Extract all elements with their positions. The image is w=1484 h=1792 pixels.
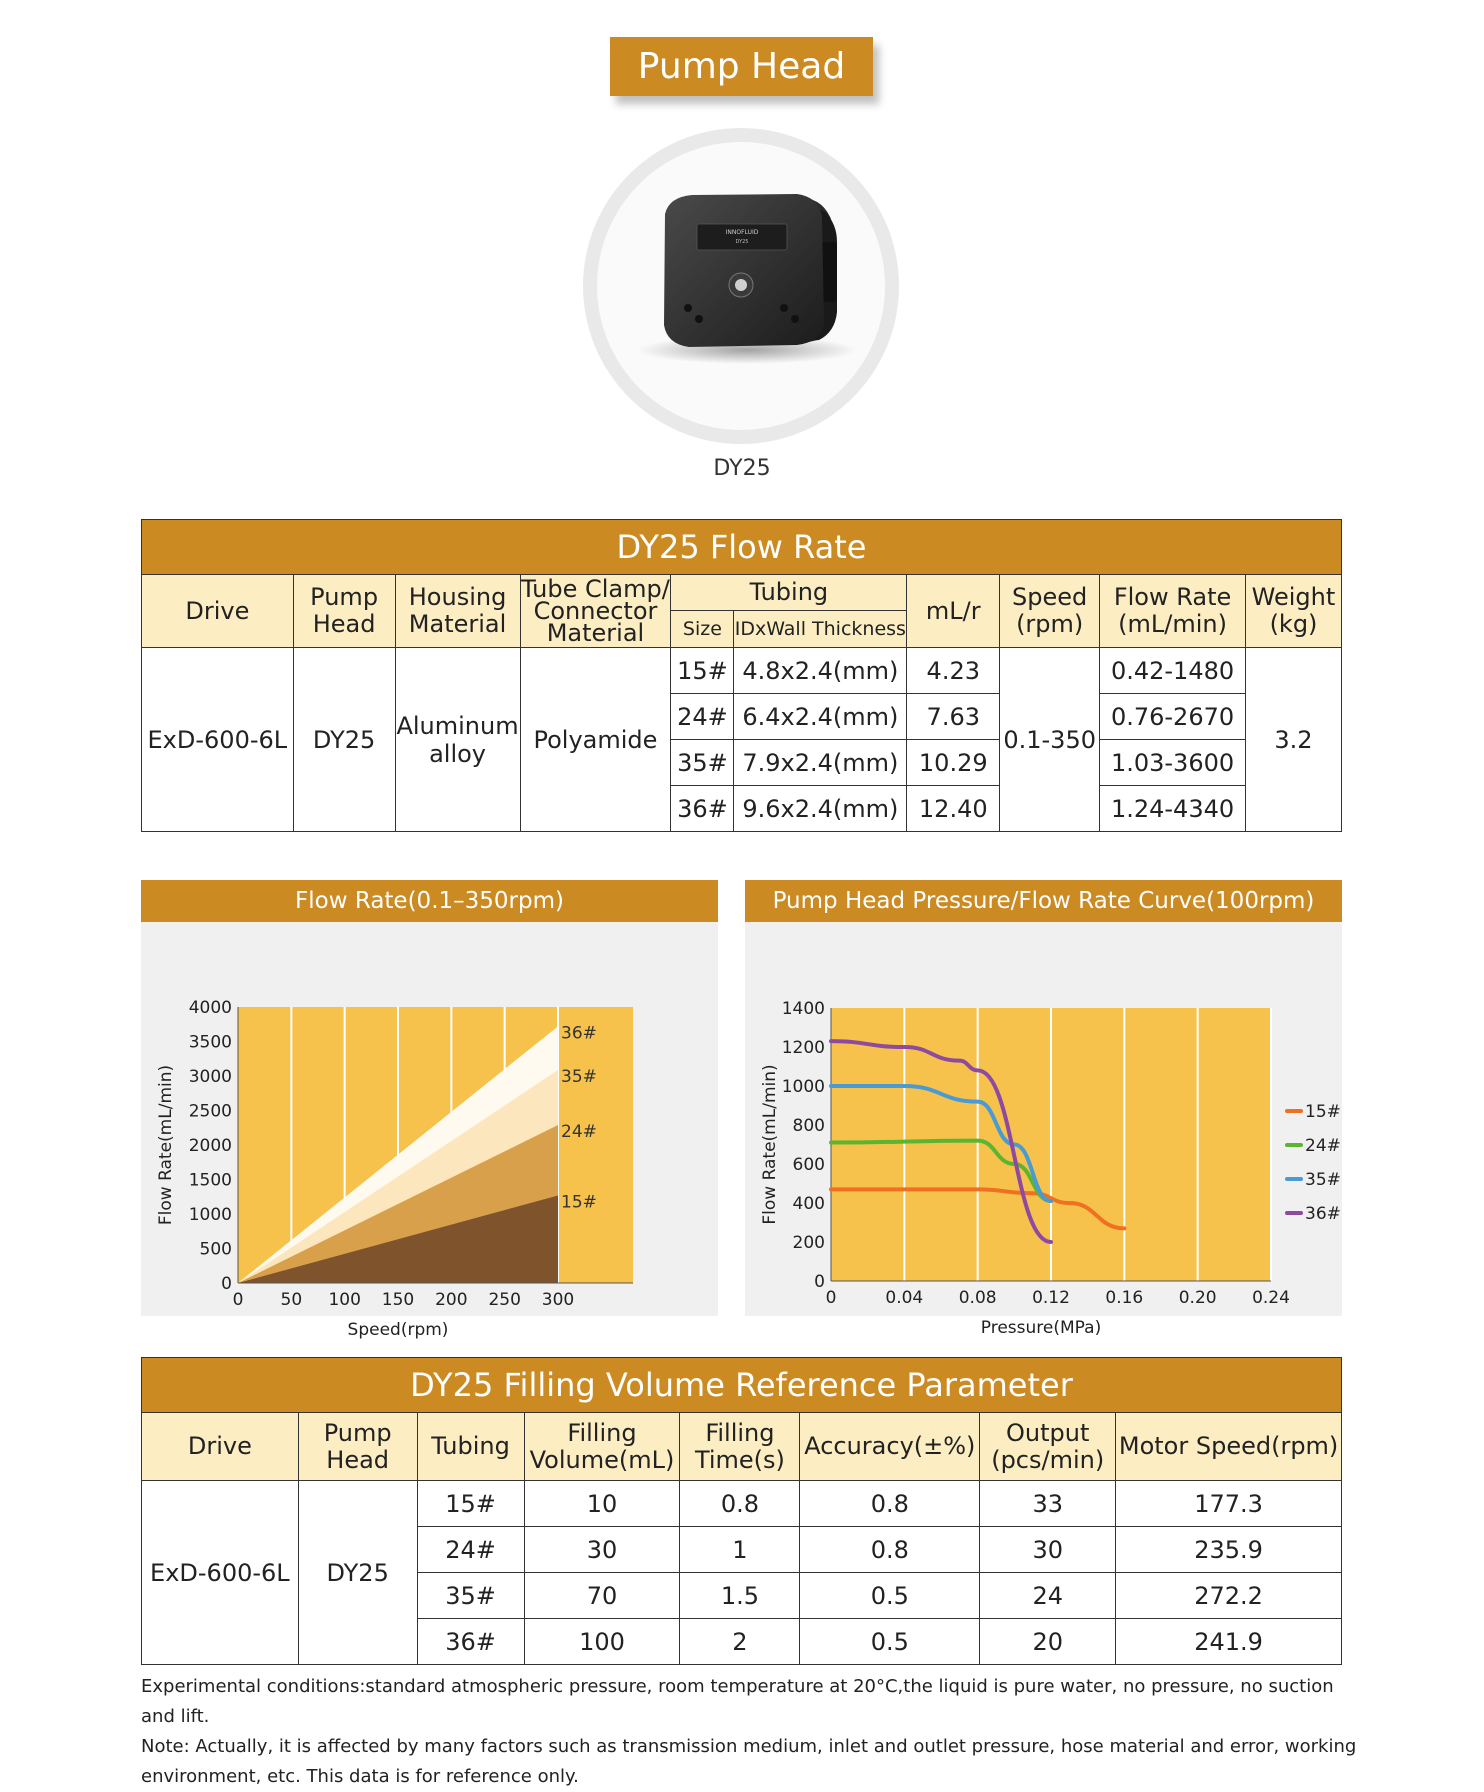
y-tick-label: 600 (792, 1155, 825, 1175)
x-tick-label: 150 (381, 1290, 415, 1310)
product-caption: DY25 (713, 456, 771, 481)
header-accuracy: Accuracy(±%) (800, 1413, 980, 1481)
header-idwall: IDxWall Thickness (734, 611, 907, 648)
flow-mlr: 10.29 (907, 740, 1000, 786)
flow-housing: Aluminum alloy (395, 648, 520, 832)
legend-label: 24# (1305, 1136, 1341, 1156)
legend-label: 15# (1305, 1102, 1341, 1122)
y-tick-label: 0 (221, 1274, 232, 1294)
flow-idwall: 7.9x2.4(mm) (734, 740, 907, 786)
flow-rate-chart (141, 922, 718, 1340)
fill-accuracy: 0.5 (800, 1619, 980, 1665)
series-label: 15# (561, 1192, 597, 1213)
y-tick-label: 1000 (781, 1077, 825, 1097)
x-tick-label: 0.24 (1252, 1288, 1290, 1308)
page-title: Pump Head (637, 46, 846, 87)
y-tick-label: 1200 (781, 1038, 825, 1058)
header-weight: Weight (kg) (1245, 575, 1341, 648)
series-label: 36# (561, 1023, 597, 1044)
y-tick-label: 1400 (781, 999, 825, 1019)
fill-output: 30 (980, 1527, 1116, 1573)
series-label: 35# (561, 1066, 597, 1087)
fill-pump-head: DY25 (298, 1481, 417, 1665)
x-tick-label: 250 (488, 1290, 521, 1310)
flow-size: 24# (671, 694, 734, 740)
fill-motor: 241.9 (1116, 1619, 1342, 1665)
header-fill-volume: Filling Volume(mL) (524, 1413, 680, 1481)
header-motor-speed: Motor Speed(rpm) (1116, 1413, 1342, 1481)
fill-time: 1.5 (680, 1573, 800, 1619)
y-tick-label: 2000 (188, 1136, 232, 1156)
header-housing: Housing Material (395, 575, 520, 648)
footnote-disclaimer-1: Note: Actually, it is affected by many factors such as transmission medium, inlet and outlet pressure, hose material and error, working (141, 1736, 1357, 1757)
x-tick-label: 100 (328, 1290, 361, 1310)
fill-volume: 10 (524, 1481, 680, 1527)
flow-size: 15# (671, 648, 734, 694)
y-tick-label: 200 (792, 1233, 825, 1253)
y-tick-label: 1500 (188, 1170, 232, 1191)
x-tick-label: 0.16 (1105, 1288, 1144, 1308)
fill-tubing: 36# (417, 1619, 524, 1665)
y-tick-label: 4000 (188, 998, 232, 1018)
y-tick-label: 800 (792, 1116, 825, 1136)
fill-accuracy: 0.5 (800, 1573, 980, 1619)
footnote-conditions: Experimental conditions:standard atmospheric pressure, room temperature at 20°C,the liquid is pure water, no pressure, no suction and lift. (141, 1676, 1334, 1727)
x-tick-label: 0.04 (885, 1288, 924, 1308)
fill-time: 0.8 (680, 1481, 800, 1527)
pump-head-illustration (597, 142, 885, 430)
flow-table-title: DY25 Flow Rate (142, 520, 1342, 575)
pressure-curve-chart-title: Pump Head Pressure/Flow Rate Curve(100rpm) (745, 880, 1342, 922)
flow-mlr: 4.23 (907, 648, 1000, 694)
y-axis-label: Flow Rate(mL/min) (156, 1064, 176, 1226)
fill-volume: 70 (524, 1573, 680, 1619)
flow-idwall: 6.4x2.4(mm) (734, 694, 907, 740)
fill-motor: 177.3 (1116, 1481, 1342, 1527)
fill-accuracy: 0.8 (800, 1481, 980, 1527)
flow-rate-table (141, 519, 1342, 832)
fill-table-title: DY25 Filling Volume Reference Parameter (142, 1358, 1342, 1413)
fill-volume: 30 (524, 1527, 680, 1573)
header-drive: Drive (142, 1413, 299, 1481)
y-tick-label: 3000 (188, 1067, 232, 1087)
fill-motor: 272.2 (1116, 1573, 1342, 1619)
header-drive: Drive (142, 575, 294, 648)
flow-mlr: 7.63 (907, 694, 1000, 740)
fill-volume: 100 (524, 1619, 680, 1665)
flow-idwall: 9.6x2.4(mm) (734, 786, 907, 832)
x-tick-label: 0.08 (958, 1288, 997, 1308)
flow-mlr: 12.40 (907, 786, 1000, 832)
flow-clamp: Polyamide (520, 648, 671, 832)
x-tick-label: 0 (825, 1288, 837, 1308)
fill-output: 24 (980, 1573, 1116, 1619)
fill-accuracy: 0.8 (800, 1527, 980, 1573)
flow-size: 36# (671, 786, 734, 832)
header-clamp: Tube Clamp/ Connector Material (521, 575, 670, 647)
header-pump-head: Pump Head (293, 575, 395, 648)
page-title-badge (610, 37, 873, 96)
header-size: Size (671, 611, 734, 648)
fill-tubing: 15# (417, 1481, 524, 1527)
x-axis-label: Pressure(MPa) (980, 1318, 1102, 1338)
fill-drive: ExD-600-6L (142, 1481, 299, 1665)
x-tick-label: 200 (435, 1290, 468, 1310)
pressure-curve-chart-panel (745, 880, 1342, 1338)
y-tick-label: 2500 (188, 1101, 232, 1122)
header-speed: Speed (rpm) (1000, 575, 1100, 648)
legend-label: 35# (1305, 1170, 1341, 1190)
x-tick-label: 0.12 (1032, 1288, 1070, 1308)
x-tick-label: 0.20 (1178, 1288, 1217, 1308)
x-tick-label: 0 (232, 1290, 244, 1310)
x-tick-label: 300 (541, 1290, 575, 1310)
y-tick-label: 400 (792, 1194, 825, 1214)
y-tick-label: 500 (199, 1239, 232, 1260)
header-tubing: Tubing (671, 575, 907, 611)
footnote-disclaimer-2: environment, etc. This data is for reference only. (141, 1766, 579, 1787)
flow-rate: 1.24-4340 (1100, 786, 1246, 832)
legend-label: 36# (1305, 1204, 1341, 1224)
y-tick-label: 0 (814, 1272, 825, 1292)
fill-tubing: 35# (417, 1573, 524, 1619)
flow-drive: ExD-600-6L (142, 648, 294, 832)
flow-weight: 3.2 (1245, 648, 1341, 832)
flow-rate: 0.76-2670 (1100, 694, 1246, 740)
footnotes (141, 1672, 1371, 1792)
header-output: Output (pcs/min) (980, 1413, 1116, 1481)
product-image-background (597, 142, 885, 430)
pressure-curve-chart (745, 922, 1342, 1338)
product-label-model: DY25 (735, 239, 749, 245)
flow-rate-chart-title: Flow Rate(0.1–350rpm) (141, 880, 718, 922)
flow-rate-chart-panel (141, 880, 718, 1340)
fill-output: 33 (980, 1481, 1116, 1527)
header-tubing: Tubing (417, 1413, 524, 1481)
fill-time: 2 (680, 1619, 800, 1665)
filling-volume-table (141, 1357, 1342, 1665)
y-tick-label: 3500 (188, 1032, 232, 1053)
header-fill-time: Filling Time(s) (680, 1413, 800, 1481)
flow-pump-head: DY25 (293, 648, 395, 832)
fill-output: 20 (980, 1619, 1116, 1665)
x-axis-label: Speed(rpm) (347, 1320, 449, 1340)
header-pump-head: Pump Head (298, 1413, 417, 1481)
fill-tubing: 24# (417, 1527, 524, 1573)
flow-speed: 0.1-350 (1000, 648, 1100, 832)
flow-idwall: 4.8x2.4(mm) (734, 648, 907, 694)
header-mlr: mL/r (907, 575, 1000, 648)
series-label: 24# (561, 1122, 597, 1143)
flow-rate: 1.03-3600 (1100, 740, 1246, 786)
x-tick-label: 50 (280, 1290, 303, 1310)
fill-motor: 235.9 (1116, 1527, 1342, 1573)
header-flow-rate: Flow Rate (mL/min) (1100, 575, 1246, 648)
flow-size: 35# (671, 740, 734, 786)
product-label-brand: INNOFLUID (725, 229, 759, 236)
flow-rate: 0.42-1480 (1100, 648, 1246, 694)
y-axis-label: Flow Rate(mL/min) (760, 1064, 780, 1225)
fill-time: 1 (680, 1527, 800, 1573)
y-tick-label: 1000 (188, 1205, 232, 1225)
